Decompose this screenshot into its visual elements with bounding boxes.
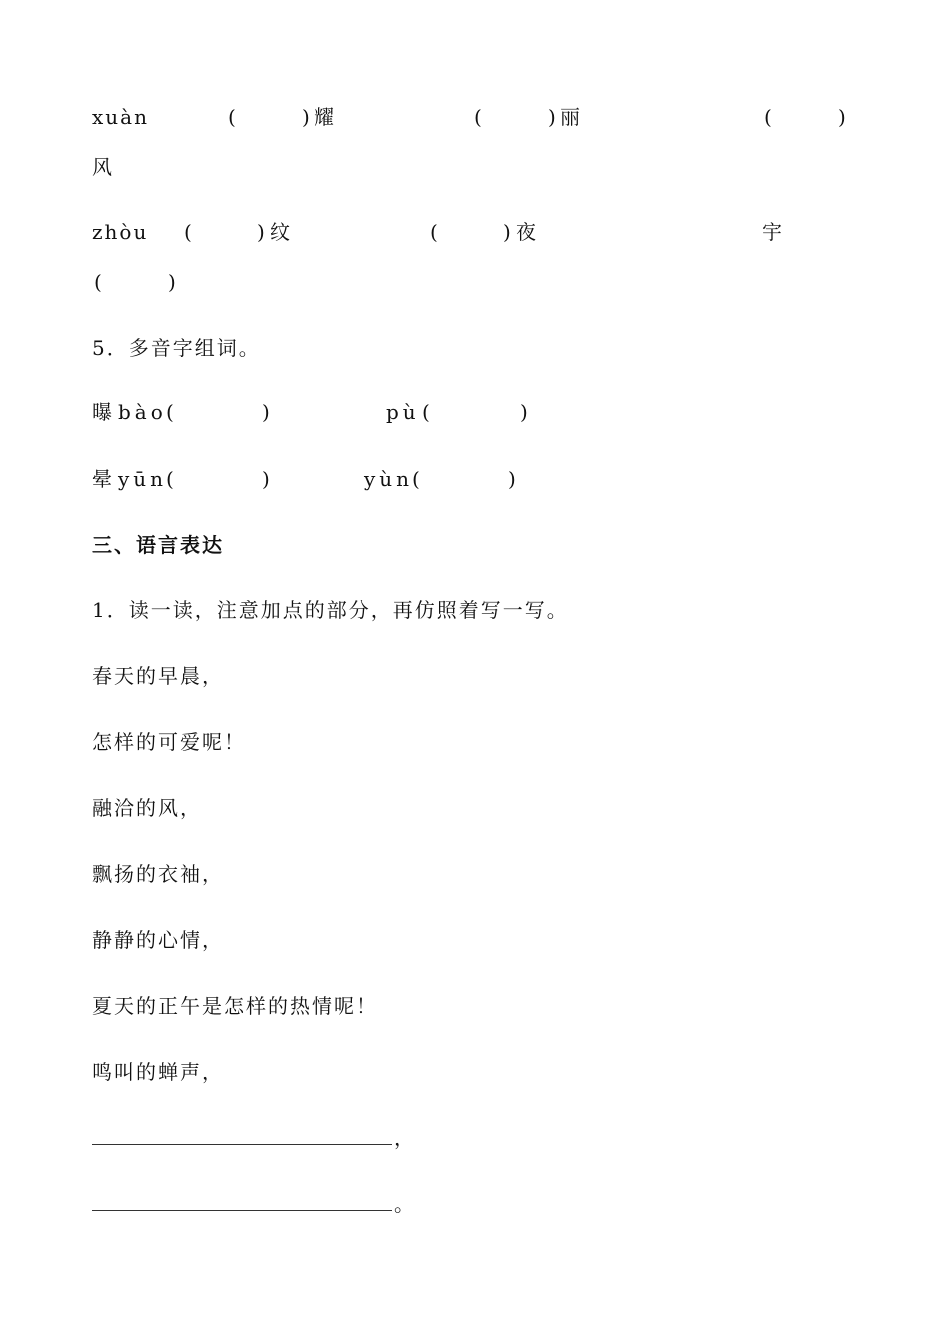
word-char: 丽 xyxy=(560,105,582,129)
poem-line: 夏天的正午是怎样的热情呢！ xyxy=(92,994,378,1018)
paren-close: ) xyxy=(302,105,312,129)
reading: yūn xyxy=(118,467,168,491)
paren-close: ) xyxy=(262,467,272,491)
blank-punctuation: 。 xyxy=(394,1192,416,1216)
paren-close: ) xyxy=(262,400,272,424)
answer-blank-2[interactable] xyxy=(92,1210,392,1211)
paren-close: ) xyxy=(168,270,178,294)
question-5-title: 5．多音字组词。 xyxy=(92,336,261,360)
pinyin-xuan: xuàn xyxy=(92,105,149,129)
paren-open: ( xyxy=(184,220,194,244)
reading: yùn xyxy=(364,467,414,491)
polyphone-char: 曝 xyxy=(92,400,114,424)
word-char: 宇 xyxy=(762,220,784,244)
word-char: 纹 xyxy=(270,220,292,244)
paren-close: ) xyxy=(508,467,518,491)
blank-punctuation: ， xyxy=(394,1126,416,1150)
paren-open: ( xyxy=(474,105,484,129)
word-char: 夜 xyxy=(516,220,538,244)
paren-open: ( xyxy=(166,467,176,491)
poem-line: 怎样的可爱呢！ xyxy=(92,730,246,754)
reading: pù xyxy=(386,400,420,424)
paren-close: ) xyxy=(503,220,513,244)
paren-close: ) xyxy=(838,105,848,129)
paren-close: ) xyxy=(548,105,558,129)
word-char: 耀 xyxy=(314,105,336,129)
pinyin-zhou: zhòu xyxy=(92,220,149,244)
word-char: 风 xyxy=(92,155,114,179)
paren-open: ( xyxy=(228,105,238,129)
poem-line: 静静的心情， xyxy=(92,928,224,952)
paren-open: ( xyxy=(430,220,440,244)
answer-blank-1[interactable] xyxy=(92,1144,392,1145)
paren-open: ( xyxy=(166,400,176,424)
paren-open: ( xyxy=(412,467,422,491)
paren-close: ) xyxy=(257,220,267,244)
question-1-title: 1．读一读，注意加点的部分，再仿照着写一写。 xyxy=(92,598,569,622)
section-3-title: 三、语言表达 xyxy=(92,533,224,557)
polyphone-char: 晕 xyxy=(92,467,114,491)
reading: bào xyxy=(118,400,167,424)
poem-line: 鸣叫的蝉声， xyxy=(92,1060,224,1084)
paren-open: ( xyxy=(94,270,104,294)
poem-line: 飘扬的衣袖， xyxy=(92,862,224,886)
poem-line: 融洽的风， xyxy=(92,796,202,820)
paren-close: ) xyxy=(520,400,530,424)
paren-open: ( xyxy=(764,105,774,129)
poem-line: 春天的早晨， xyxy=(92,664,224,688)
paren-open: ( xyxy=(422,400,432,424)
